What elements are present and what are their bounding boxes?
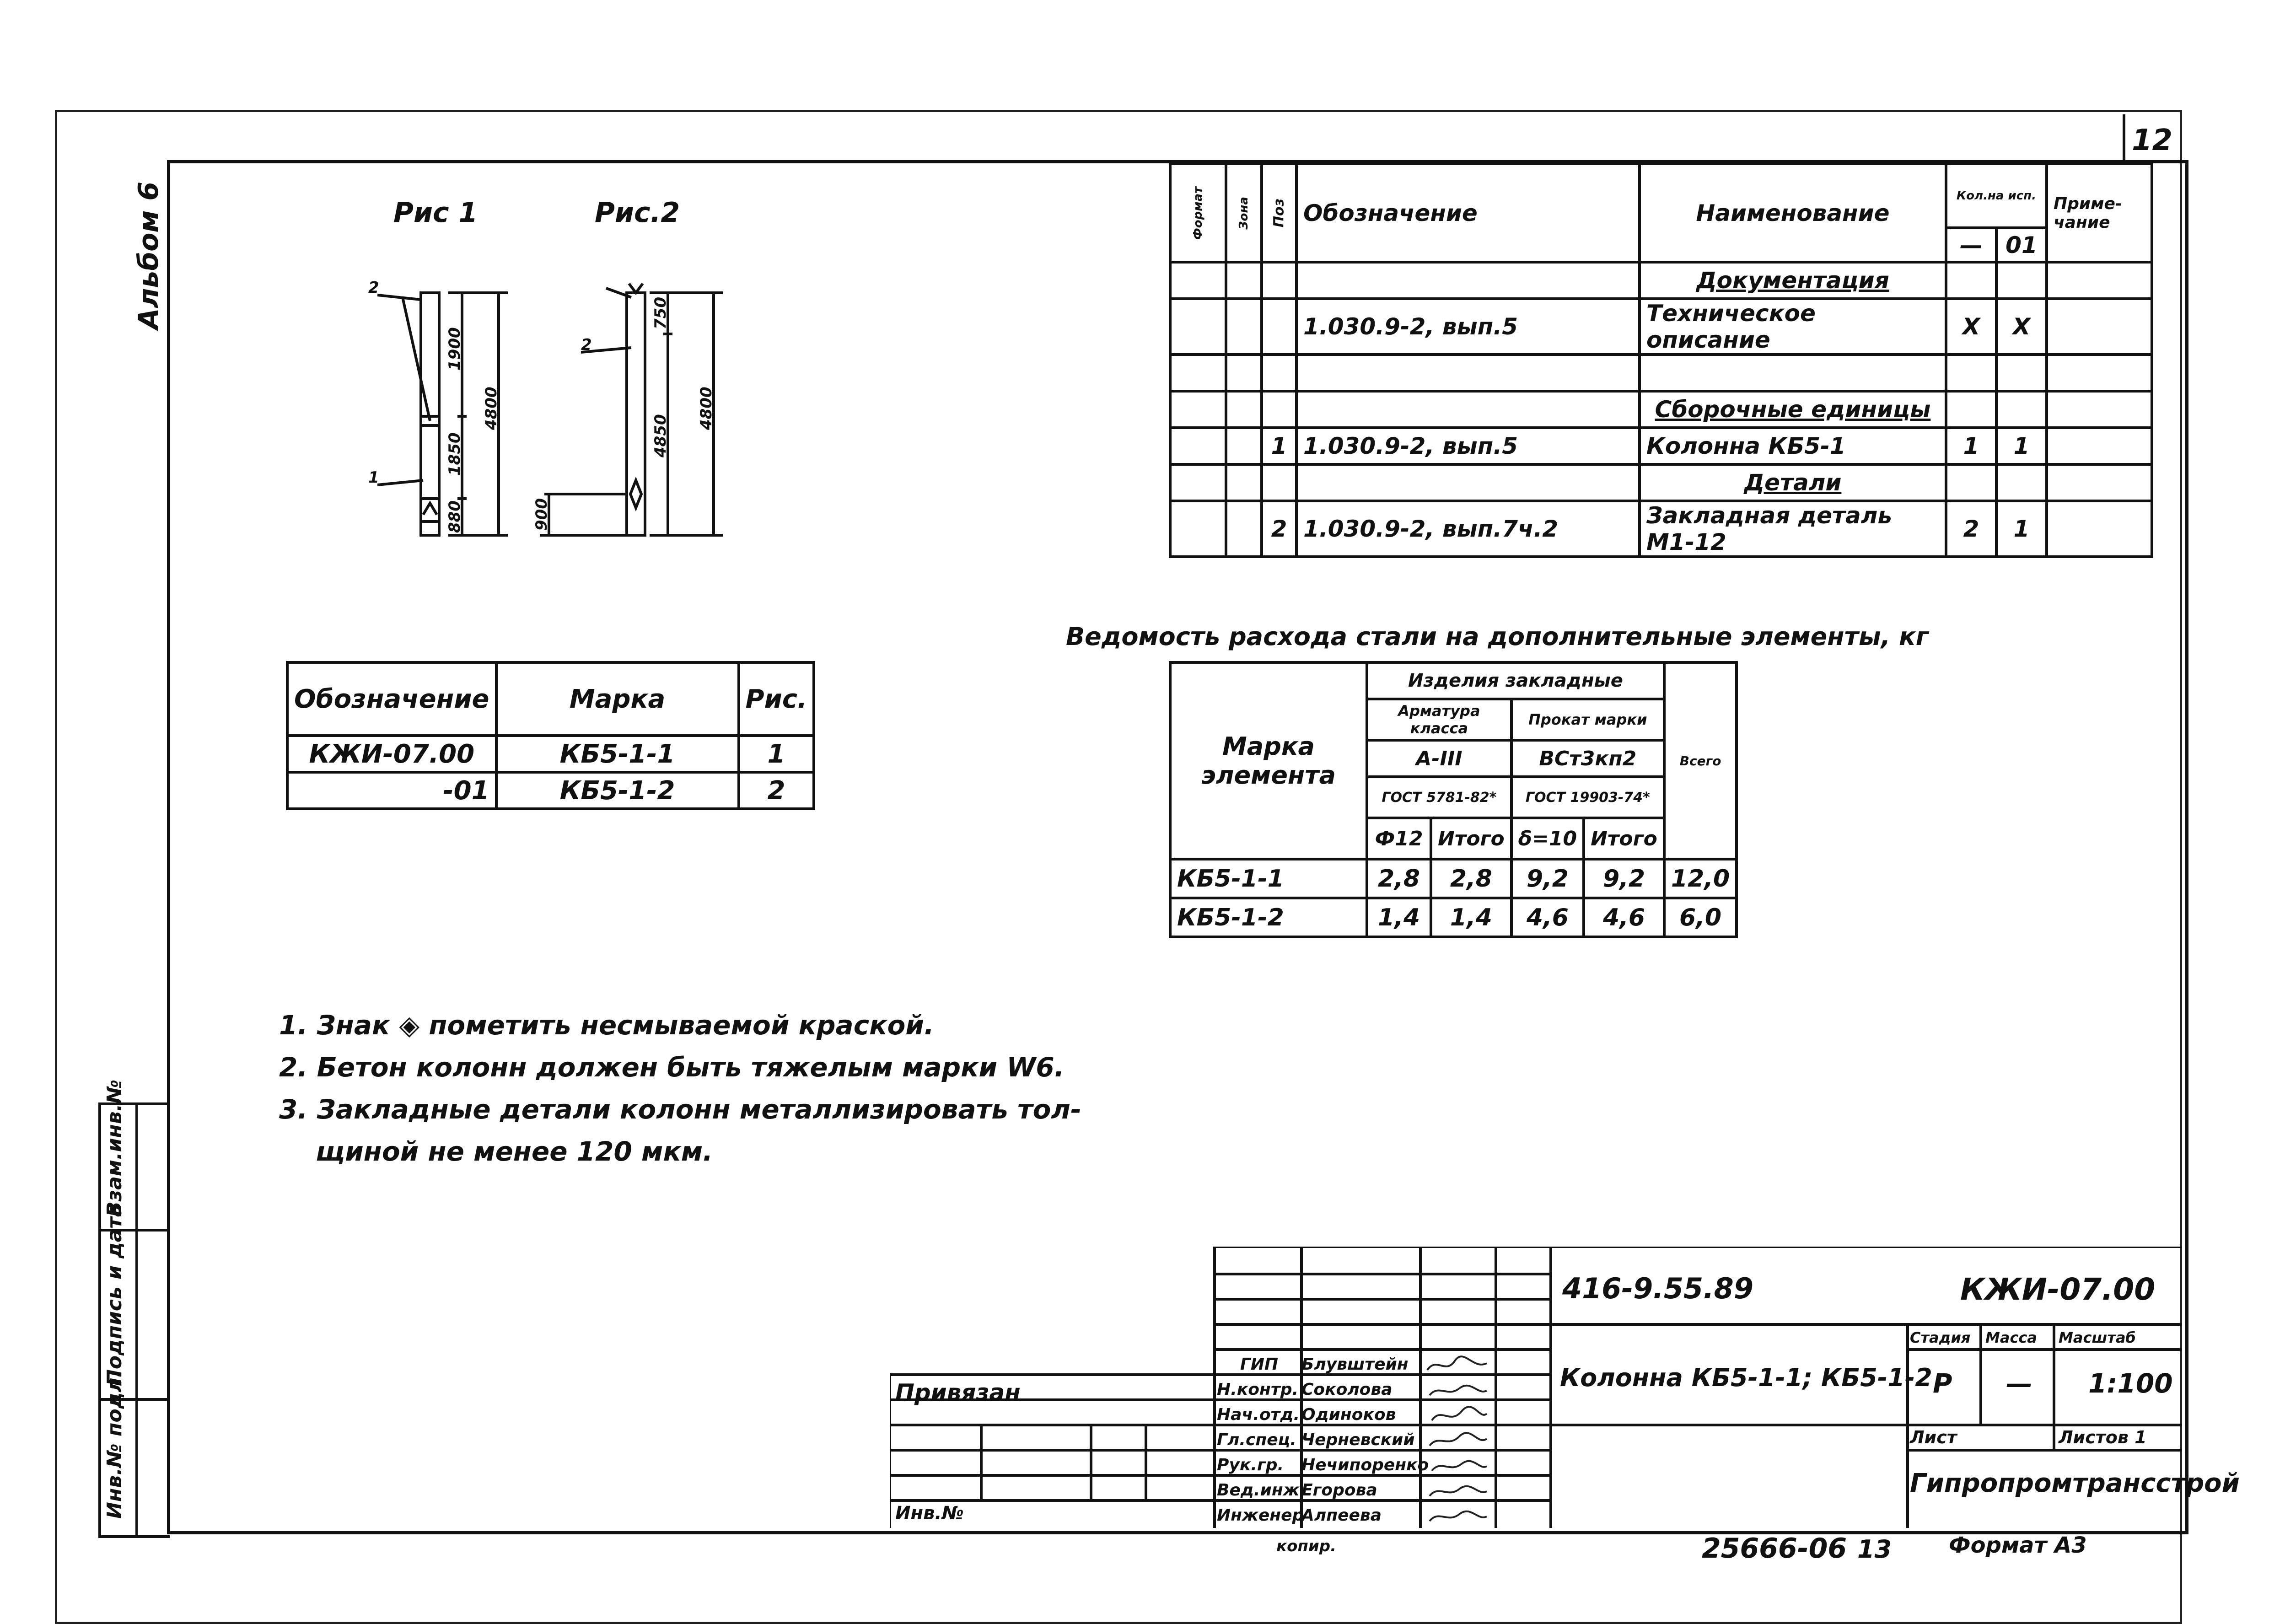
title-block (890, 1247, 2240, 1528)
mark-row: КЖИ-07.00 КБ5-1-1 1 (287, 736, 814, 772)
steel-h-rolled: Прокат марки (1511, 699, 1664, 740)
spec-h-qty-a: — (1946, 228, 1996, 262)
column-figures (357, 265, 769, 563)
steel-table-title: Ведомость расхода стали на дополнительные элементы, кг (1066, 622, 1929, 651)
fig1-pos-top: 2 (368, 279, 379, 297)
staff-list (1217, 1352, 1429, 1528)
steel-h-embedded: Изделия закладные (1367, 662, 1664, 699)
staff-row: Рук.гр. Нечипоренко (1217, 1456, 1429, 1474)
fig2-dim-b: 4850 (651, 414, 670, 457)
copied-label: копир. (1276, 1537, 1337, 1555)
steel-row: КБ5-1-2 1,4 1,4 4,6 4,6 6,0 (1170, 898, 1737, 937)
staff-row: Н.контр. Соколова (1217, 1380, 1393, 1399)
spec-h-qty: Кол.на исп. (1946, 164, 2047, 228)
strip-inv-orig: Инв.№ подл. (103, 1370, 126, 1519)
archive-number: 25666-06 (1702, 1533, 1847, 1565)
steel-h-d10: δ=10 (1511, 818, 1584, 859)
fig2-pos: 2 (581, 336, 592, 354)
album-label: Альбом 6 (133, 181, 165, 329)
doc-code: КЖИ-07.00 (1960, 1272, 2156, 1307)
strip-replace-inv: Взам.инв.№ (103, 1079, 126, 1217)
spec-h-pos: Поз (1271, 198, 1287, 228)
scale-value: 1:100 (2088, 1368, 2173, 1399)
fig2-dim-c: 900 (532, 498, 551, 531)
steel-h-rolled-grade: ВСт3кп2 (1511, 740, 1664, 777)
drawing-title: Колонна КБ5-1-1; КБ5-1-2 (1560, 1363, 1932, 1392)
spec-row: Документация (1170, 262, 2152, 299)
mark-h-fig: Рис. (739, 662, 814, 736)
spec-h-format: Формат (1191, 186, 1205, 240)
steel-h-grand-total: Всего (1664, 662, 1737, 859)
fig1-dim-b: 1850 (446, 432, 464, 476)
spec-h-name: Наименование (1640, 164, 1946, 262)
steel-h-rebar: Арматура класса (1367, 699, 1511, 740)
steel-table (1169, 661, 1738, 938)
fig2-label: Рис.2 (595, 197, 680, 229)
project-code: 416-9.55.89 (1562, 1272, 1753, 1305)
sheets-label: Листов 1 (2059, 1427, 2147, 1447)
staff-row: ГИП Блувштейн (1240, 1355, 1409, 1374)
strip-sign-date: Подпись и дата (103, 1203, 126, 1386)
stage-label: Стадия (1910, 1329, 1971, 1346)
spec-row: 1.030.9-2, вып.5 Техническое описание X X (1170, 299, 2152, 355)
format-label: Формат А3 (1949, 1533, 2087, 1558)
notes (279, 1004, 1081, 1172)
staff-row: Инженер Алпеева (1217, 1506, 1382, 1525)
spec-h-zone: Зона (1237, 196, 1251, 230)
mark-table (286, 661, 815, 810)
note-line: 1. Знак ◈ пометить несмываемой краской. (279, 1010, 934, 1041)
steel-h-rebar-class: А-III (1367, 740, 1511, 777)
steel-h-rebar-gost: ГОСТ 5781-82* (1367, 777, 1511, 818)
mass-value: — (2006, 1368, 2032, 1399)
spec-h-qty-b: 01 (1996, 228, 2047, 262)
staff-row: Нач.отд. Одиноков (1217, 1405, 1396, 1424)
note-line: 2. Бетон колонн должен быть тяжелым марки W6. (279, 1052, 1065, 1083)
steel-row: КБ5-1-1 2,8 2,8 9,2 9,2 12,0 (1170, 859, 1737, 898)
steel-h-total1: Итого (1431, 818, 1511, 859)
spec-h-designation: Обозначение (1296, 164, 1640, 262)
signatures (1423, 1352, 1494, 1528)
sheet-number: 12 (2132, 124, 2173, 157)
organization: Гипропромтрансстрой (1910, 1468, 2240, 1498)
fig1-pos-bottom: 1 (368, 468, 379, 487)
fig1-dim-a: 1900 (446, 327, 464, 371)
mark-row: -01 КБ5-1-2 2 (287, 772, 814, 809)
mass-label: Масса (1985, 1329, 2037, 1346)
steel-h-element-mark: Марка элемента (1170, 662, 1367, 859)
inv-label: Инв.№ (895, 1503, 964, 1524)
steel-h-total2: Итого (1584, 818, 1664, 859)
bound-label: Привязан (895, 1379, 1021, 1406)
fig1-label: Рис 1 (393, 197, 478, 229)
note-line: 3. Закладные детали колонн металлизировать тол- (279, 1094, 1082, 1125)
spec-h-note: Приме-чание (2047, 164, 2152, 262)
steel-h-d12: Ф12 (1367, 818, 1431, 859)
spec-row (1170, 355, 2152, 391)
sheet-label: Лист (1910, 1427, 1957, 1447)
steel-h-rolled-gost: ГОСТ 19903-74* (1511, 777, 1664, 818)
spec-row: 2 1.030.9-2, вып.7ч.2 Закладная деталь М1-12 2 1 (1170, 501, 2152, 557)
scale-label: Масштаб (2059, 1329, 2136, 1346)
page-number: 13 (1857, 1535, 1892, 1564)
spec-row: Сборочные единицы (1170, 391, 2152, 428)
stage-value: Р (1933, 1368, 1952, 1399)
note-line: щиной не менее 120 мкм. (316, 1136, 713, 1167)
mark-h-mark: Марка (496, 662, 739, 736)
mark-h-designation: Обозначение (287, 662, 496, 736)
spec-table (1169, 162, 2153, 558)
staff-row: Гл.спец. Черневский (1217, 1430, 1415, 1449)
fig1-dim-total: 4800 (482, 387, 500, 430)
fig1-dim-c: 880 (446, 500, 464, 533)
staff-row: Вед.инж. Егорова (1217, 1481, 1377, 1500)
fig2-dim-a: 750 (651, 297, 670, 329)
spec-row: Детали (1170, 464, 2152, 501)
fig2-dim-total: 4800 (697, 387, 715, 430)
spec-row: 1 1.030.9-2, вып.5 Колонна КБ5-1 1 1 (1170, 428, 2152, 464)
